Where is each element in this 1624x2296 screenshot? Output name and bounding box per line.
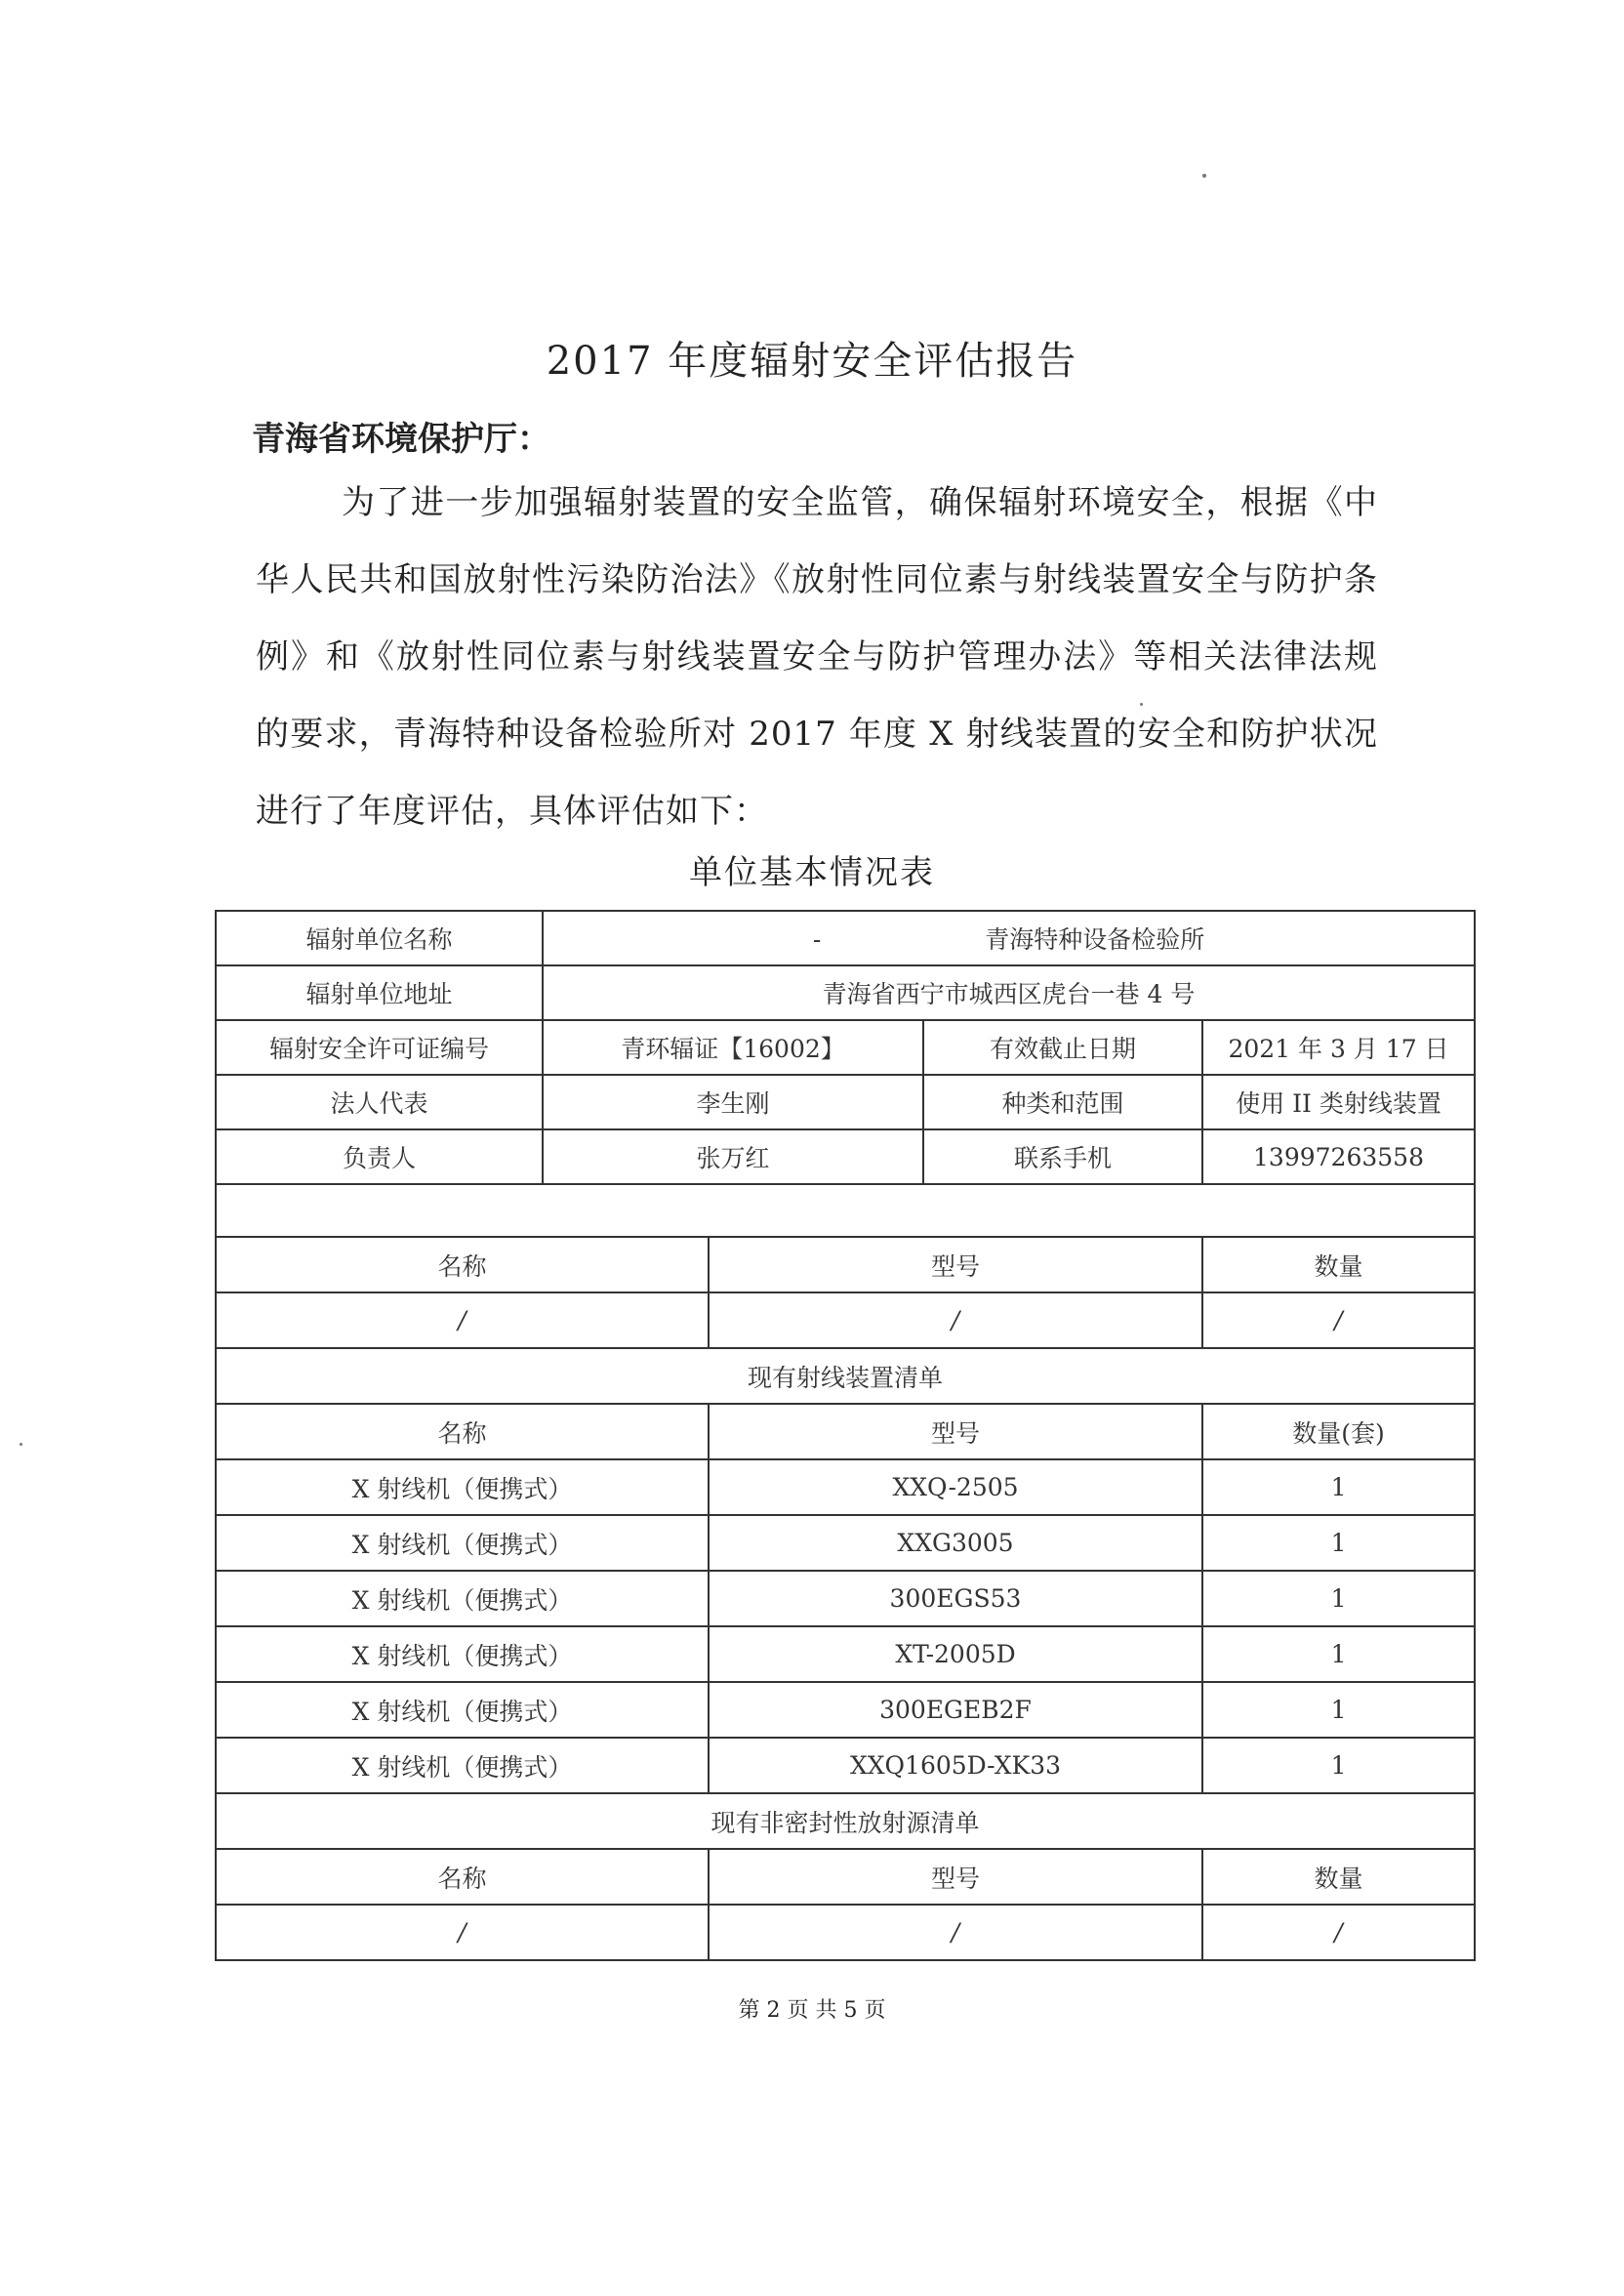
section2-header-row: [216, 1404, 1475, 1459]
device-name: X 射线机（便携式）: [216, 1738, 709, 1793]
device-qty: 1: [1202, 1682, 1475, 1738]
blank-section-title: [216, 1184, 1475, 1237]
unit-name-row: [216, 911, 1475, 965]
section3-empty-qty: /: [1202, 1905, 1475, 1960]
section1-empty-model: /: [709, 1292, 1202, 1348]
intro-paragraph: 为了进一步加强辐射装置的安全监管，确保辐射环境安全，根据《中华人民共和国放射性污染防治法》《放射性同位素与射线装置安全与防护条例》和《放射性同位素与射线装置安全与防护管理办法》等相关法律法规的要求，青海特种设备检验所对 2017 年度 X 射线装置的安全和防护状况进行了年度评估，具体评估如下：: [256, 483, 1378, 831]
table-row: [216, 1738, 1475, 1793]
device-name: X 射线机（便携式）: [216, 1459, 709, 1515]
device-name: X 射线机（便携式）: [216, 1626, 709, 1682]
scan-speck: [20, 1443, 22, 1446]
device-qty: 1: [1202, 1515, 1475, 1571]
device-model: 300EGS53: [709, 1571, 1202, 1626]
scan-speck: [1140, 703, 1143, 706]
table-row: [216, 1626, 1475, 1682]
device-qty: 1: [1202, 1738, 1475, 1793]
unit-info-table: [215, 910, 1476, 1961]
blank-section-row: [216, 1184, 1475, 1237]
section3-header-row: [216, 1849, 1475, 1905]
section3-empty-row: [216, 1905, 1475, 1960]
device-model: XT-2005D: [709, 1626, 1202, 1682]
section1-header-model: 型号: [709, 1237, 1202, 1292]
table-row: [216, 1515, 1475, 1571]
unit-name-mark: -: [812, 925, 822, 954]
section3-empty-name: /: [216, 1905, 709, 1960]
scope-label: 种类和范围: [923, 1075, 1202, 1129]
section1-header-name: 名称: [216, 1237, 709, 1292]
contact-row: [216, 1129, 1475, 1184]
expiry-value: 2021 年 3 月 17 日: [1202, 1020, 1475, 1075]
legal-rep-label: 法人代表: [216, 1075, 543, 1129]
device-model: XXQ-2505: [709, 1459, 1202, 1515]
device-model: XXG3005: [709, 1515, 1202, 1571]
page-footer: 第 2 页 共 5 页: [738, 1998, 886, 2023]
license-row: [216, 1020, 1475, 1075]
table-caption: 单位基本情况表: [689, 853, 935, 892]
section1-empty-qty: /: [1202, 1292, 1475, 1348]
license-label: 辐射安全许可证编号: [216, 1020, 543, 1075]
section3-header-model: 型号: [709, 1849, 1202, 1905]
section2-title-row: [216, 1348, 1475, 1404]
section3-title-row: [216, 1793, 1475, 1849]
recipient: 青海省环境保护厅：: [252, 420, 550, 459]
expiry-label: 有效截止日期: [923, 1020, 1202, 1075]
legal-rep-row: [216, 1075, 1475, 1129]
section2-title: 现有射线装置清单: [216, 1348, 1475, 1404]
address-value: 青海省西宁市城西区虎台一巷 4 号: [543, 965, 1475, 1020]
device-model: 300EGEB2F: [709, 1682, 1202, 1738]
section2-header-model: 型号: [709, 1404, 1202, 1459]
unit-name-label: 辐射单位名称: [216, 911, 543, 965]
section3-header-name: 名称: [216, 1849, 709, 1905]
device-qty: 1: [1202, 1571, 1475, 1626]
section1-empty-name: /: [216, 1292, 709, 1348]
unit-name-value: [543, 911, 1475, 965]
section3-title: 现有非密封性放射源清单: [216, 1793, 1475, 1849]
address-row: [216, 965, 1475, 1020]
section2-header-qty: 数量(套): [1202, 1404, 1475, 1459]
person-label: 负责人: [216, 1129, 543, 1184]
table-row: [216, 1571, 1475, 1626]
section2-header-name: 名称: [216, 1404, 709, 1459]
scope-value: 使用 II 类射线装置: [1202, 1075, 1475, 1129]
device-name: X 射线机（便携式）: [216, 1571, 709, 1626]
person-value: 张万红: [543, 1129, 923, 1184]
address-label: 辐射单位地址: [216, 965, 543, 1020]
device-qty: 1: [1202, 1459, 1475, 1515]
phone-value: 13997263558: [1202, 1129, 1475, 1184]
section3-empty-model: /: [709, 1905, 1202, 1960]
unit-name-text: 青海特种设备检验所: [985, 925, 1205, 954]
phone-label: 联系手机: [923, 1129, 1202, 1184]
device-name: X 射线机（便携式）: [216, 1515, 709, 1571]
section1-empty-row: [216, 1292, 1475, 1348]
section1-header-qty: 数量: [1202, 1237, 1475, 1292]
device-model: XXQ1605D-XK33: [709, 1738, 1202, 1793]
report-title: 2017 年度辐射安全评估报告: [546, 339, 1078, 384]
scan-speck: [1202, 174, 1206, 178]
device-qty: 1: [1202, 1626, 1475, 1682]
table-row: [216, 1459, 1475, 1515]
section3-header-qty: 数量: [1202, 1849, 1475, 1905]
section1-header-row: [216, 1237, 1475, 1292]
license-value: 青环辐证【16002】: [543, 1020, 923, 1075]
device-name: X 射线机（便携式）: [216, 1682, 709, 1738]
table-row: [216, 1682, 1475, 1738]
legal-rep-value: 李生刚: [543, 1075, 923, 1129]
